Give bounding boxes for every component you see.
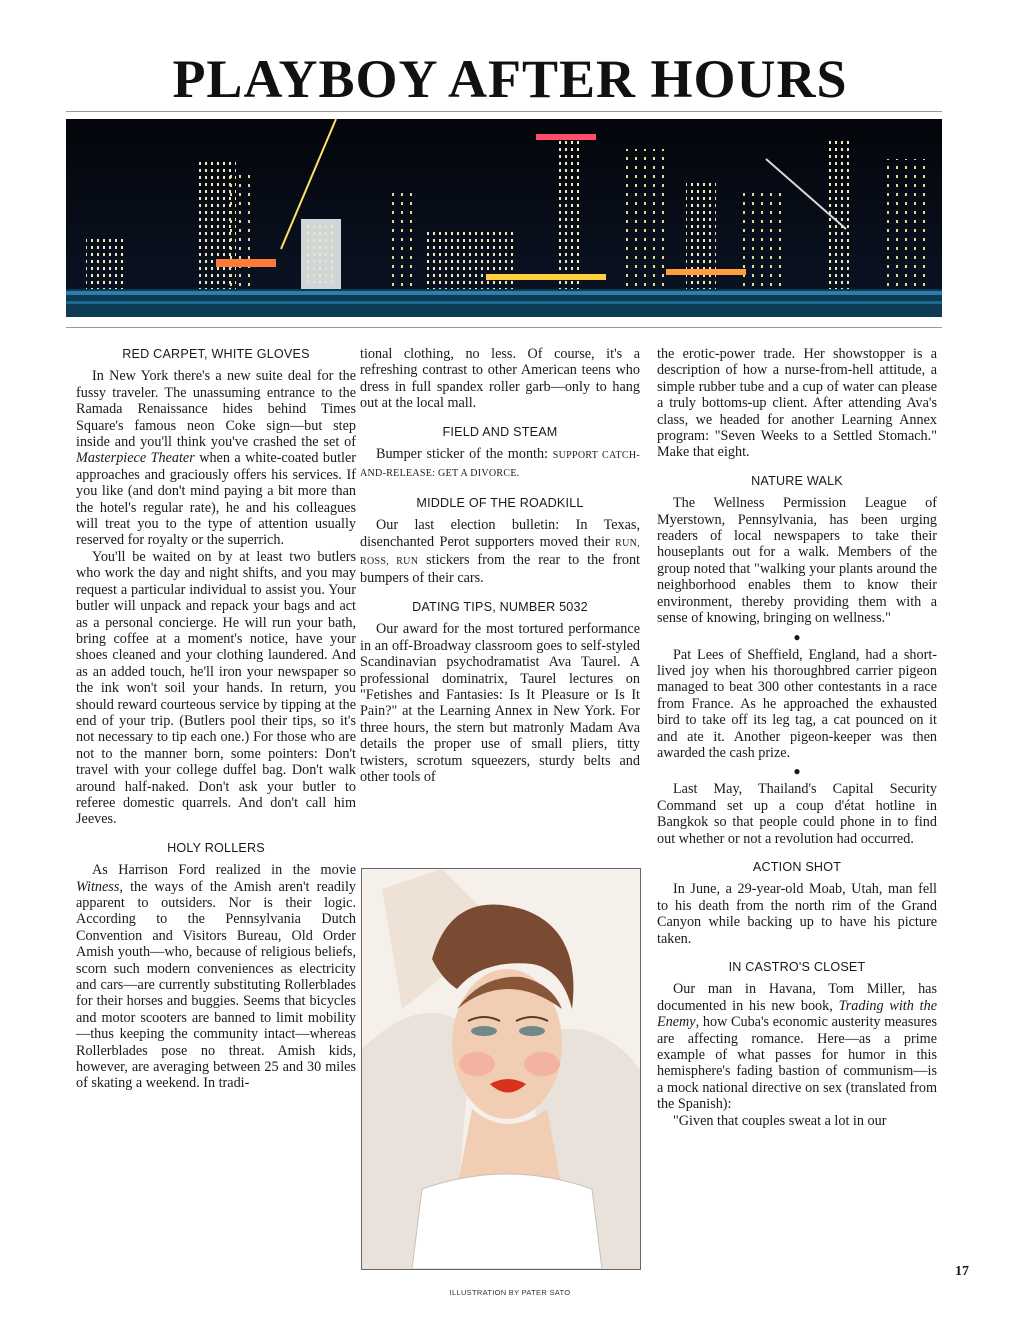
column-1	[76, 346, 356, 1092]
italic-title: Masterpiece Theater	[76, 450, 195, 467]
section-heading: DATING TIPS, NUMBER 5032	[412, 599, 588, 614]
city-night-skyline-image	[66, 119, 942, 317]
italic-title: Witness	[76, 878, 120, 895]
body-text: Bumper sticker of the month:	[376, 446, 553, 463]
body-paragraph	[76, 862, 356, 1092]
body-paragraph: In June, a 29-year-old Moab, Utah, man fell to his death from the north rim of the Grand Canyon while backing up to have his picture taken.	[657, 881, 937, 947]
body-paragraph	[76, 368, 356, 548]
body-paragraph	[657, 981, 937, 1112]
small-caps-text: SUPPORT CATCH-AND-RELEASE: GET A DIVORCE.	[360, 450, 640, 480]
bullet-divider: ●	[793, 629, 801, 644]
small-caps-text: RUN, ROSS, RUN	[360, 537, 640, 568]
woman-portrait-image	[362, 869, 640, 1269]
body-text: As Harrison Ford realized in the movie	[92, 862, 356, 879]
body-paragraph	[360, 446, 640, 483]
italic-title: Trading with the Enemy	[657, 997, 937, 1031]
body-text: Our last election bulletin: In Texas, disenchanted Perot supporters moved their	[360, 517, 640, 550]
section-heading: MIDDLE OF THE ROADKILL	[416, 495, 584, 510]
body-text: In New York there's a new suite deal for the fussy traveler. The unassuming entrance to the Ramada Renaissance hides behind Times Square's famous neon Coke sign—but step inside and you'll think you've crashed the set of	[76, 368, 356, 451]
column-2	[360, 346, 640, 785]
body-text: stickers from the rear to the front bumpers of their cars.	[360, 552, 640, 587]
body-paragraph: "Given that couples sweat a lot in our	[673, 1112, 887, 1129]
body-text: Our man in Havana, Tom Miller, has documented in his new book,	[657, 981, 937, 1014]
skyline-illustration	[66, 119, 942, 317]
body-text: , the ways of the Amish aren't readily apparent to outsiders. Nor is their logic. According to the Pennsylvania Dutch Convention and Visitors Bureau, Old Order Amish youth—who, because of religious beliefs, scorn such modern conveniences as electricity and cars—are currently substituting Rollerblades for their horses and buggies. Seems that bicycles and motor scooters are banned to limit mobility—thus keeping the community intact—whereas Rollerblades pose no threat. Amish kids, however, are averaging between 25 and 30 miles of skating a weekend. In tradi-	[76, 878, 356, 1092]
body-paragraph: Pat Lees of Sheffield, England, had a short-lived joy when his thoroughbred carrier pigeon managed to beat 300 other contestants in a race from France. As he approached the exhausted bird to take off its leg tag, a cat pounced on it and ate it. Another pigeon-keeper was then awarded the cash prize.	[657, 646, 937, 761]
section-heading: ACTION SHOT	[752, 859, 842, 874]
body-paragraph: Last May, Thailand's Capital Security Command set up a coup d'état hotline in Bangkok so that people could phone in to find out whether or not a revolution had occurred.	[657, 781, 937, 847]
body-paragraph	[360, 517, 640, 587]
bullet-divider: ●	[793, 764, 801, 779]
section-heading: RED CARPET, WHITE GLOVES	[122, 347, 310, 361]
body-text: when a white-coated butler approaches and graciously offers his services. If you like (and don't mind paying a bit more than the hotel's regular rate), he and his colleagues will treat you to the type of attention usually reserved for royalty or the superrich.	[76, 450, 356, 549]
column-3	[657, 346, 937, 1129]
section-heading: NATURE WALK	[751, 473, 843, 488]
body-paragraph: You'll be waited on by at least two butlers who work the day and night shifts, and you may request a particular individual to assist you. Your butler will unpack and repack your bags and act as a personal concierge. He will run your bath, bring coffee at a moment's notice, have your shoes cleaned and your clothing laundered. And as an added touch, he'll iron your newspaper so the ink won't soil your hands. In return, you should reward courteous service by tipping at the end of your trip. (Butlers pool their tips, so it's not necessary to tip each one.) For those who are not to the manner born, some pointers: Don't travel with your college duffel bag. Don't walk around half-naked. Don't ask your butler to referee domestic quarrels. And don't call him Jeeves.	[76, 548, 356, 828]
body-paragraph: Our award for the most tortured performance in an off-Broadway classroom goes to self-styled Scandinavian psychodramatist Ava Taurel. A professional dominatrix, Taurel lectures on "Fetishes and Fantasies: Is It Pleasure or Is It Pain?" at the Learning Annex in New York. For three hours, the stern but matronly Madam Ava details the proper use of small pliers, titty twisters, scrotum squeezers, sturdy belts and other tools of	[360, 621, 640, 785]
section-heading: IN CASTRO'S CLOSET	[728, 960, 866, 974]
body-paragraph: The Wellness Permission League of Myerstown, Pennsylvania, has been urging readers of local newspapers to take their houseplants out for a walk. Members of the group noted that "walking your plants around the neighborhood enables them to know their environment, thereby providing them with a sense of knowing, bringing on wellness."	[657, 495, 937, 627]
page-title: PLAYBOY AFTER HOURS	[172, 49, 848, 109]
section-heading: HOLY ROLLERS	[167, 840, 265, 855]
body-paragraph: tional clothing, no less. Of course, it's a refreshing contrast to other American teens who dress in full spandex roller garb—only to hang out at the local mall.	[360, 346, 640, 412]
image-rule	[66, 327, 942, 328]
illustration-credit: ILLUSTRATION BY PATER SATO	[449, 1288, 571, 1297]
header-rule	[66, 111, 942, 112]
portrait-illustration	[361, 868, 641, 1270]
body-paragraph: the erotic-power trade. Her showstopper is a description of how a nurse-from-hell attitude, a simple rubber tube and a cup of water can please a truly bottoms-up client. After attending Ava's class, we headed for another Learning Annex program: "Seven Weeks to a Settled Stomach." Make that eight.	[657, 346, 937, 461]
body-text: , how Cuba's economic austerity measures are affecting romance. Here—as a prime example of what passes for humor in this hemisphere's fading bastion of communism—is a mock national directive on sex (translated from the Spanish):	[657, 1014, 937, 1113]
section-heading: FIELD AND STEAM	[442, 424, 558, 439]
page-number: 17	[955, 1264, 969, 1279]
